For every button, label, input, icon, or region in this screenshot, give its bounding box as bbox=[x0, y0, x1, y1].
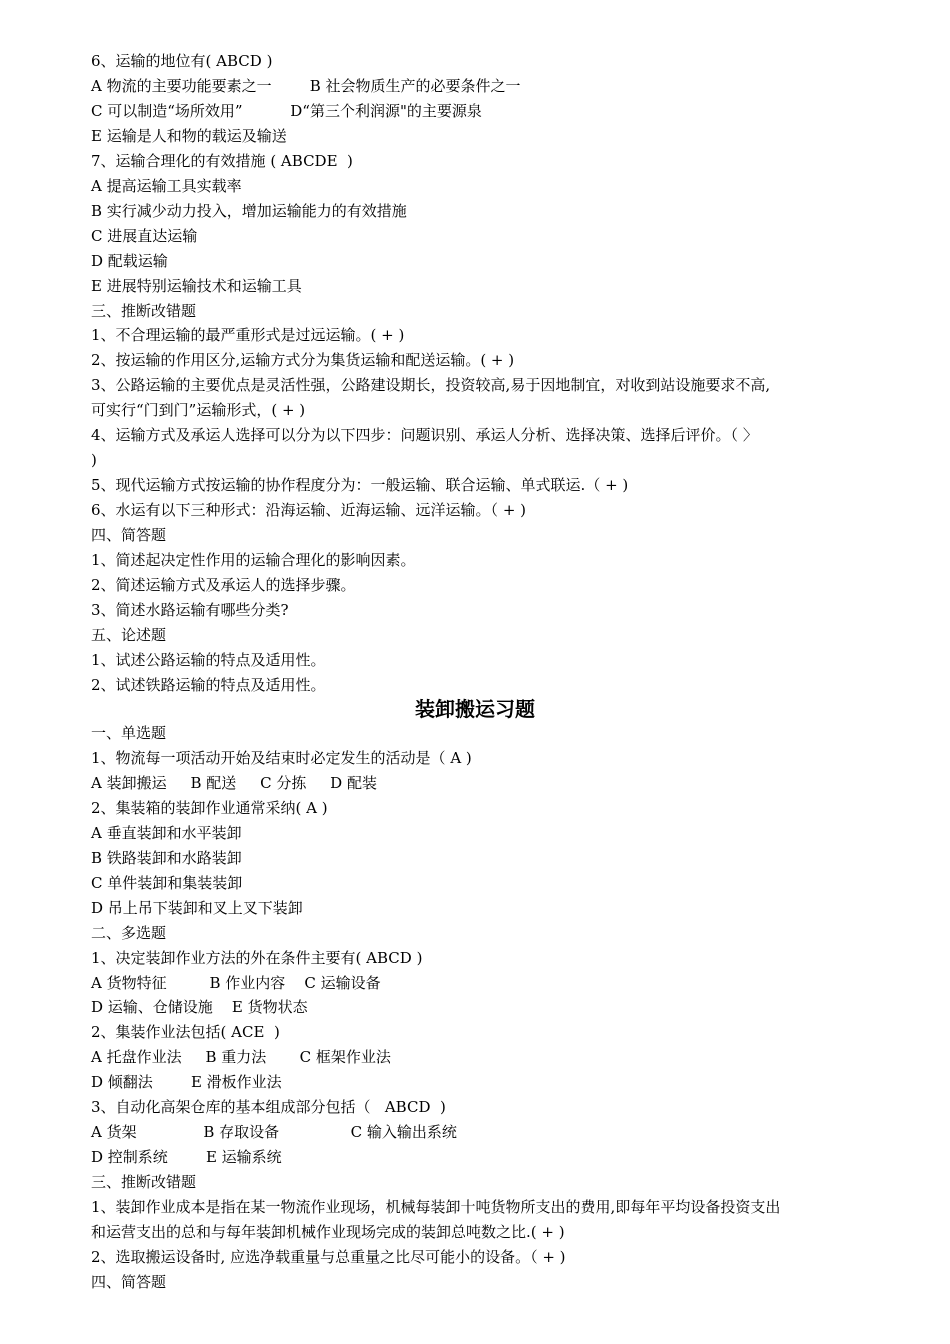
text-line: 3、公路运输的主要优点是灵活性强，公路建设期长，投资较高,易于因地制宜，对收到站设施要求不高, bbox=[91, 376, 771, 395]
text-line: C 进展直达运输 bbox=[91, 226, 198, 245]
text-line: C 单件装卸和集装装卸 bbox=[91, 873, 243, 892]
text-line: A 垂直装卸和水平装卸 bbox=[91, 823, 242, 842]
text-line: A 托盘作业法 B 重力法 C 框架作业法 bbox=[91, 1048, 391, 1067]
text-line: C 可以制造“场所效用” D“第三个利润源"的主要源泉 bbox=[91, 101, 482, 120]
text-line: 1、不合理运输的最严重形式是过远运输。( + ) bbox=[91, 326, 405, 345]
text-line: 1、试述公路运输的特点及适用性。 bbox=[91, 650, 326, 669]
text-line: 2、选取搬运设备时, 应选净载重量与总重量之比尽可能小的设备。（ + ) bbox=[91, 1247, 566, 1266]
text-line: 2、试述铁路运输的特点及适用性。 bbox=[91, 675, 326, 694]
text-line: 四、简答题 bbox=[91, 1272, 167, 1291]
text-line: 五、论述题 bbox=[91, 625, 167, 644]
text-line: D 控制系统 E 运输系统 bbox=[91, 1148, 282, 1167]
text-line: 三、推断改错题 bbox=[91, 301, 197, 320]
text-line: B 实行减少动力投入，增加运输能力的有效措施 bbox=[91, 201, 407, 220]
text-line: 2、集装箱的装卸作业通常采纳( A ) bbox=[91, 798, 328, 817]
text-line: A 货物特征 B 作业内容 C 运输设备 bbox=[91, 973, 381, 992]
text-line: 四、简答题 bbox=[91, 526, 167, 545]
text-line: 1、简述起决定性作用的运输合理化的影响因素。 bbox=[91, 551, 416, 569]
text-line: 二、多选题 bbox=[91, 923, 167, 942]
text-line: D 运输、仓储设施 E 货物状态 bbox=[91, 998, 308, 1017]
text-line: 3、简述水路运输有哪些分类? bbox=[91, 600, 289, 619]
section-title: 装卸搬运习题 bbox=[415, 697, 535, 721]
text-line: B 铁路装卸和水路装卸 bbox=[91, 848, 242, 867]
text-line: 2、简述运输方式及承运人的选择步骤。 bbox=[91, 575, 356, 594]
text-line: 3、自动化高架仓库的基本组成部分包括（ ABCD ) bbox=[91, 1098, 446, 1117]
text-line: 可实行“门到门”运输形式，( + ) bbox=[91, 401, 306, 420]
text-line: 和运营支出的总和与每年装卸机械作业现场完成的装卸总吨数之比.( + ) bbox=[91, 1223, 565, 1241]
text-line: 7、运输合理化的有效措施 ( ABCDE ) bbox=[91, 151, 353, 170]
text-line: 三、推断改错题 bbox=[91, 1173, 197, 1192]
text-line: D 倾翻法 E 滑板作业法 bbox=[91, 1073, 282, 1092]
text-line: 6、运输的地位有( ABCD ) bbox=[91, 52, 273, 70]
text-line: A 物流的主要功能要素之一 B 社会物质生产的必要条件之一 bbox=[91, 76, 521, 95]
text-line: D 吊上吊下装卸和叉上叉下装卸 bbox=[91, 898, 303, 917]
text-line: ) bbox=[91, 451, 97, 470]
text-line: D 配载运输 bbox=[91, 251, 168, 270]
text-line: 6、水运有以下三种形式：沿海运输、近海运输、远洋运输。（ + ) bbox=[91, 501, 527, 520]
text-line: E 进展特别运输技术和运输工具 bbox=[91, 276, 302, 295]
text-line: A 装卸搬运 B 配送 C 分拣 D 配装 bbox=[91, 773, 377, 792]
text-line: 4、运输方式及承运人选择可以分为以下四步：问题识别、承运人分析、选择决策、选择后评价。（ 〉 bbox=[91, 426, 758, 445]
text-line: 1、物流每一项活动开始及结束时必定发生的活动是（ A ) bbox=[91, 748, 472, 767]
text-line: 2、集装作业法包括( ACE ) bbox=[91, 1023, 280, 1042]
text-line: A 提高运输工具实载率 bbox=[91, 176, 242, 195]
text-line: 一、单选题 bbox=[91, 724, 167, 742]
text-line: 2、按运输的作用区分,运输方式分为集货运输和配送运输。( + ) bbox=[91, 351, 515, 370]
text-line: A 货架 B 存取设备 C 输入输出系统 bbox=[91, 1123, 457, 1142]
text-line: 1、决定装卸作业方法的外在条件主要有( ABCD ) bbox=[91, 948, 423, 967]
text-line: 5、现代运输方式按运输的协作程度分为：一般运输、联合运输、单式联运.（ + ) bbox=[91, 476, 629, 495]
text-line: E 运输是人和物的载运及输送 bbox=[91, 126, 287, 145]
text-line: 1、装卸作业成本是指在某一物流作业现场，机械每装卸十吨货物所支出的费用,即每年平均设备投资支出 bbox=[91, 1198, 781, 1217]
